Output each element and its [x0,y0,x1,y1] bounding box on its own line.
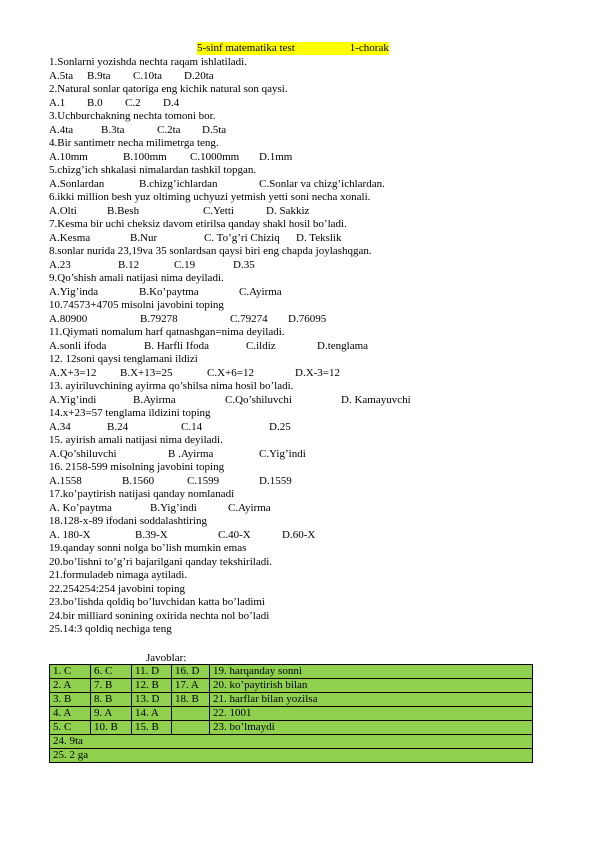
answer-cell: 12. B [132,679,172,693]
answer-option: A.sonli ifoda [49,339,107,352]
answer-option: A.1 [49,96,66,109]
answer-cell: 19. harqanday sonni [210,665,533,679]
question-text: 24.bir milliard sonining oxirida nechta nol bo’ladi [49,609,270,622]
answer-option: C.Ayirma [228,501,271,514]
answer-options [49,502,569,516]
answer-options [49,205,569,219]
answer-option: C.Yig’indi [259,447,306,460]
answer-cell [172,707,210,721]
answer-option: B.100mm [123,150,167,163]
answer-option: B.79278 [140,312,178,325]
answer-cell: 18. B [172,693,210,707]
question-text: 10.74573+4705 misolni javobini toping [49,299,224,311]
answer-option: A.80900 [49,312,88,325]
answer-option: A.5ta [49,69,74,82]
question-text: 5.chizg’ich shkalasi nimalardan tashkil topgan. [49,164,257,176]
question-text: 16. 2158-599 misolning javobini toping [49,461,225,473]
answer-option: A. 180-X [49,528,91,541]
answer-cell: 10. B [91,721,132,735]
answer-cell [172,721,210,735]
question-text: 15. ayirish amali natijasi nima deyiladi. [49,434,223,446]
answer-options [49,151,569,165]
answer-cell: 22. 1001 [210,707,533,721]
answer-options [49,448,569,462]
answer-option: A.Kesma [49,231,91,244]
question-text: 2.Natural sonlar qatoriga eng kichik natural son qaysi. [49,83,288,95]
answer-option: B.3ta [101,123,125,136]
answer-option: A.1558 [49,474,82,487]
answer-option: B.39-X [135,528,168,541]
answer-option: A.34 [49,420,71,433]
answer-cell: 11. D [132,665,172,679]
question-text: 25.14:3 qoldiq nechiga teng [49,623,172,635]
answer-option: B.Ko’paytma [139,285,199,298]
question-text: 11.Qiymati nomalum harf qatnashgan=nima deyiladi. [49,326,285,338]
answer-option: D.X-3=12 [295,366,341,379]
answer-option: B.24 [107,420,129,433]
question-text: 7.Kesma bir uchi cheksiz davom etirilsa qanday shakl hosil bo’ladi. [49,218,347,230]
answer-options [49,124,569,138]
answer-option: A.10mm [49,150,88,163]
answer-cell: 1. C [50,665,91,679]
answer-options [49,340,569,354]
answer-options [49,232,569,246]
answer-option: B.Ayirma [133,393,176,406]
answer-option: D.20ta [184,69,214,82]
answer-option: D.tenglama [317,339,369,352]
answer-option: C.1000mm [190,150,240,163]
answer-cell: 4. A [50,707,91,721]
question-text: 20.bo’lishni to’g’ri bajarilgani qanday tekshiriladi. [49,555,273,568]
question-text: 1.Sonlarni yozishda nechta raqam ishlatiladi. [49,56,247,68]
page-title: 5-sinf matematika test 1-chorak [197,42,389,54]
answer-option: B .Ayirma [168,447,214,460]
answer-cell: 6. C [91,665,132,679]
answer-option: C.10ta [133,69,163,82]
question-text: 23.bo’lishda qoldiq bo’luvchidan katta bo’ladimi [49,596,265,608]
answer-options [49,475,569,489]
answer-options [49,70,569,84]
answer-row [50,749,533,763]
answer-option: B. Harfli Ifoda [144,339,210,352]
answer-option: C.2ta [157,123,181,136]
question-text: 8.sonlar nurida 23,19va 35 sonlardsan qaysi biri eng chapda joylashqgan. [49,245,372,257]
answer-cell: 21. harflar bilan yozilsa [210,693,533,707]
question-text: 6.ikki million besh yuz oltiming uchyuzi yetmish yetti soni necha xonali. [49,191,371,203]
answer-option: B.Yig’indi [150,501,197,514]
question-text: 4.Bir santimetr necha milimetrga teng. [49,137,219,149]
answer-option: D.25 [269,420,291,433]
answer-cell: 25. 2 ga [50,749,533,763]
answer-option: D.4 [163,96,180,109]
answer-option: C.1599 [187,474,220,487]
answer-options [49,394,569,408]
question-text: 12. 12soni qaysi tenglamani ildizi [49,353,198,365]
answer-options [49,529,569,543]
question-text: 14.x+23=57 tenglama ildizini toping [49,407,211,419]
answer-option: C. To’g’ri Chiziq [204,231,280,244]
answer-option: A.Yig’inda [49,285,99,298]
answer-option: C.79274 [230,312,268,325]
answer-options [49,421,569,435]
answer-options [49,286,569,300]
answer-option: C.ildiz [246,339,276,352]
answer-option: D. Tekslik [296,231,342,244]
answer-option: D. Kamayuvchi [341,393,411,406]
question-text: 3.Uchburchakning nechta tomoni bor. [49,110,216,122]
answer-options [49,367,569,381]
answer-options [49,313,569,327]
answer-cell: 23. bo’lmaydi [210,721,533,735]
answer-option: B.12 [118,258,140,271]
answer-option: D.76095 [288,312,327,325]
answer-cell: 13. D [132,693,172,707]
questions-list [49,56,569,637]
answer-option: C.Sonlar va chizg’ichlardan. [259,177,385,190]
answer-option: D.35 [233,258,255,271]
answer-row [50,679,533,693]
answer-option: B.0 [87,96,103,109]
answer-cell: 16. D [172,665,210,679]
answer-option: A.4ta [49,123,74,136]
answer-cell: 14. A [132,707,172,721]
answer-option: C.Qo’shiluvchi [225,393,292,406]
answer-cell: 2. A [50,679,91,693]
question-text: 9.Qo’shish amali natijasi nima deyiladi. [49,272,224,284]
answer-option: D. Sakkiz [266,204,310,217]
answer-option: A. Ko’paytma [49,501,112,514]
answers-heading: Javoblar: [146,652,187,664]
answer-option: C.19 [174,258,196,271]
answer-cell: 3. B [50,693,91,707]
answer-option: C.Yetti [203,204,234,217]
answer-option: B.Nur [130,231,158,244]
question-text: 18.128-x-89 ifodani soddalashtiring [49,515,207,527]
answer-cell: 24. 9ta [50,735,533,749]
answer-option: A.Sonlardan [49,177,105,190]
answer-option: A.Yig’indi [49,393,97,406]
answer-option: A.23 [49,258,71,271]
question-text: 19.qanday sonni nolga bo’lish mumkin emas [49,542,247,554]
answers-table [49,664,533,763]
answer-option: B.9ta [87,69,111,82]
question-text: 22.254254:254 javobini toping [49,582,185,595]
question-text: 17.ko’paytirish natijasi qanday nomlanadi [49,488,235,500]
answer-option: C.40-X [218,528,251,541]
answer-option: A.Qo’shiluvchi [49,447,117,460]
answer-row [50,665,533,679]
answer-option: D.1mm [259,150,293,163]
answer-option: D.1559 [259,474,292,487]
answer-option: B.chizg’ichlardan [139,177,218,190]
answer-options [49,97,569,111]
answer-cell: 20. ko’paytirish bilan [210,679,533,693]
answer-cell: 8. B [91,693,132,707]
answer-option: B.Besh [107,204,140,217]
answer-row [50,707,533,721]
answer-option: C.14 [181,420,203,433]
answer-cell: 15. B [132,721,172,735]
answer-cell: 5. C [50,721,91,735]
answer-cell: 17. A [172,679,210,693]
answer-cell: 9. A [91,707,132,721]
answer-option: A.Olti [49,204,77,217]
answer-option: D.60-X [282,528,316,541]
answer-option: A.X+3=12 [49,366,97,379]
answer-row [50,735,533,749]
answer-option: D.5ta [202,123,227,136]
answer-option: C.2 [125,96,141,109]
answer-option: C.Ayirma [239,285,282,298]
question-text: 13. ayiriluvchining ayirma qo’shilsa nima hosil bo’ladi. [49,380,294,392]
answer-option: B.1560 [122,474,155,487]
answer-cell: 7. B [91,679,132,693]
question-text: 21.formuladeb nimaga aytiladi. [49,569,188,581]
answer-row [50,721,533,735]
answer-row [50,693,533,707]
answer-options [49,178,569,192]
answer-option: B.X+13=25 [120,366,173,379]
answer-options [49,259,569,273]
answer-option: C.X+6=12 [207,366,254,379]
